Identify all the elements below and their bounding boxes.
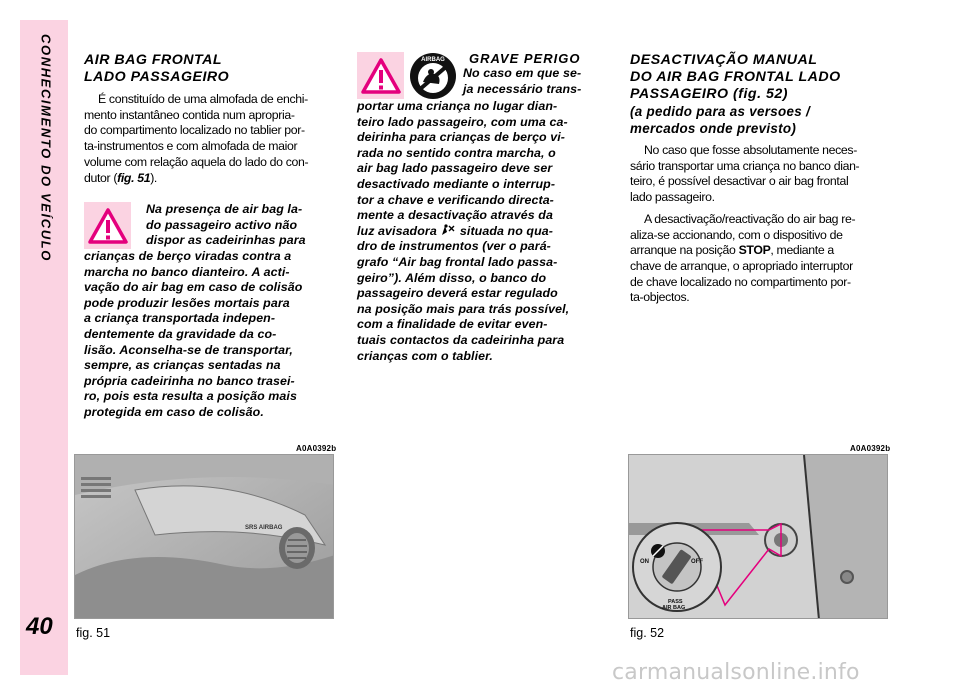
column-1 bbox=[84, 52, 322, 421]
figure-ref[interactable]: fig. 51 bbox=[117, 170, 151, 185]
danger-title: GRAVE PERIGO bbox=[469, 51, 581, 66]
pass-label: PASS bbox=[668, 599, 683, 605]
no-child-seat-airbag-icon bbox=[409, 52, 457, 100]
warning-triangle-icon bbox=[357, 52, 404, 99]
pass-airbag-label: AIR BAG bbox=[662, 605, 686, 611]
column-2: AIRBAG GRAVE PERIGO No caso em que se- ja necessário trans- portar uma criança no lugar dian- teiro lado passageiro, com uma ca- deirinha para crianças de berço vi- rada no sentido contra marcha, o air bag lado passageiro deve ser desactivado mediante o interrup- tor a chave e verificando directa- mente a desactivação através da luz avisadora situada no qua- dro de instrumentos (ver o pará- grafo “Air bag frontal lado passa- geiro”). Além disso, o banco do passageiro deverá estar regulado na posição mais para trás possível, com a finalidade de evitar even- tuais contactos da cadeirinha para crianças com o tablier. bbox=[357, 52, 602, 364]
warning-triangle-icon bbox=[84, 202, 131, 249]
figure-ref[interactable]: (fig. 52) bbox=[733, 86, 788, 102]
stop-keyword: STOP bbox=[738, 243, 771, 258]
figure-code: A0A0392b bbox=[850, 444, 891, 453]
section-heading: DESACTIVAÇÃO MANUAL DO AIR BAG FRONTAL LADO PASSAGEIRO (fig. 52) bbox=[630, 52, 841, 102]
danger-paragraph: portar uma criança no lugar dian- teiro lado passageiro, com uma ca- deirinha para crianças de berço vi- rada no sentido contra marcha, o air bag lado passageiro deve ser desactivado mediante o interrup- tor a chave e verificando directa- mente a desactivação através da luz avisadora situada no qua- dro de instrumentos (ver o pará- grafo “Air bag frontal lado passa- geiro”). Além disso, o banco do passageiro deverá estar regulado na posição mais para trás possível, com a finalidade de evitar even- tuais contactos da cadeirinha para crianças com o tablier. bbox=[357, 99, 570, 363]
paragraph-1: No caso que fosse absolutamente neces- sário transportar uma criança no banco dian- teiro, é possível desactivar o air bag frontal lado passageiro. bbox=[630, 143, 860, 205]
figure-52-image bbox=[628, 454, 888, 619]
intro-paragraph: É constituído de uma almofada de enchi- mento instantâneo contida num apropria- do compartimento localizado no tablier por- ta-instrumentos e com almofada de maior volume com relação aquela do lado do con- dutor (fig. 51). bbox=[84, 92, 309, 185]
warning-block: Na presença de air bag la- do passageiro activo não dispor as cadeirinhas para crianças de berço viradas contra a marcha no banco dianteiro. A acti- vação do air bag em caso de colisão pode produzir lesões mortais para a criança transportada indepen- dentemente da gravidade da co- lisão. Aconselha-se de transportar, sempre, as crianças sentadas na própria cadeirinha no banco trasei- ro, pois esta resulta a posição mais protegida em caso de colisão. bbox=[84, 202, 306, 419]
column-3 bbox=[630, 52, 880, 306]
page-number: 40 bbox=[26, 613, 53, 640]
figure-caption: fig. 52 bbox=[630, 626, 665, 640]
off-label: OFF bbox=[691, 559, 703, 565]
watermark: carmanualsonline.info bbox=[612, 660, 860, 685]
figure-code: A0A0392b bbox=[296, 444, 337, 453]
section-title: CONHECIMENTO DO VEÍCULO bbox=[38, 34, 54, 262]
figure-caption: fig. 51 bbox=[76, 626, 111, 640]
airbag-off-warning-light-icon bbox=[440, 224, 456, 236]
paragraph-2: A desactivação/reactivação do air bag re- aliza-se accionando, com o dispositivo de arranque na posição STOP, mediante a chave de arranque, o apropriado interruptor de chave localizado no compartimento por- ta-objectos. bbox=[630, 211, 856, 305]
figure-51-image bbox=[74, 454, 334, 619]
srs-airbag-label: SRS AIRBAG bbox=[245, 525, 283, 531]
section-subheading: (a pedido para as versoes / mercados onde previsto) bbox=[630, 104, 811, 136]
on-label: ON bbox=[640, 559, 649, 565]
airbag-icon-label: AIRBAG bbox=[421, 57, 445, 63]
section-heading: AIR BAG FRONTAL LADO PASSAGEIRO bbox=[84, 52, 230, 85]
